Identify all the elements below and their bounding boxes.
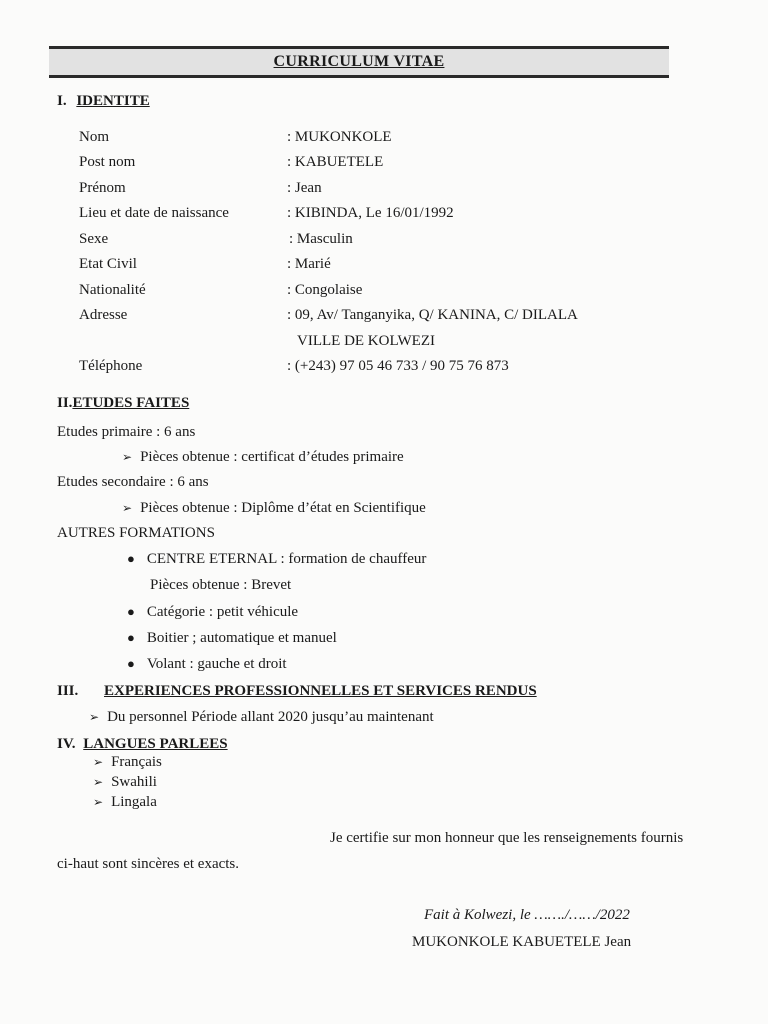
list-item bbox=[122, 499, 426, 517]
other-trainings-heading: AUTRES FORMATIONS bbox=[57, 525, 215, 541]
arrow-bullet-icon: ➢ bbox=[122, 450, 133, 464]
identity-label: Post nom bbox=[79, 154, 136, 170]
list-item bbox=[93, 793, 157, 811]
language-item: Swahili bbox=[111, 774, 157, 790]
section-title: LANGUES PARLEES bbox=[83, 736, 228, 752]
section-title: IDENTITE bbox=[76, 93, 150, 109]
list-item bbox=[127, 655, 287, 673]
identity-value: : Masculin bbox=[289, 231, 353, 247]
section-title: ETUDES FAITES bbox=[72, 395, 190, 411]
language-item: Lingala bbox=[111, 794, 157, 810]
section-experience-heading: EXPERIENCES PROFESSIONNELLES ET SERVICES RENDUS bbox=[104, 683, 537, 699]
identity-label: Nom bbox=[79, 129, 109, 145]
secondary-studies: Etudes secondaire : 6 ans bbox=[57, 474, 209, 490]
signatory-name: MUKONKOLE KABUETELE Jean bbox=[412, 934, 632, 950]
list-item bbox=[122, 448, 404, 466]
list-item bbox=[127, 550, 426, 568]
section-langues-heading bbox=[57, 735, 228, 753]
list-item-text: CENTRE ETERNAL : formation de chauffeur bbox=[146, 551, 427, 567]
arrow-bullet-icon: ➢ bbox=[93, 755, 104, 769]
identity-value: : MUKONKOLE bbox=[287, 129, 392, 145]
section-number: IV. bbox=[57, 736, 76, 752]
certification-line-2: ci-haut sont sincères et exacts. bbox=[57, 856, 240, 872]
primary-studies: Etudes primaire : 6 ans bbox=[57, 424, 196, 440]
section-identite-heading bbox=[57, 92, 150, 110]
identity-value: : KABUETELE bbox=[287, 154, 384, 170]
identity-label: Lieu et date de naissance bbox=[79, 205, 229, 221]
title-banner bbox=[49, 46, 669, 78]
document-title: CURRICULUM VITAE bbox=[273, 53, 445, 70]
arrow-bullet-icon: ➢ bbox=[93, 775, 104, 789]
identity-label: Prénom bbox=[79, 180, 126, 196]
list-item-text: Du personnel Période allant 2020 jusqu’au maintenant bbox=[107, 709, 434, 725]
section-experience-number: III. bbox=[57, 683, 79, 699]
certification-line-1: Je certifie sur mon honneur que les renseignements fournis bbox=[330, 830, 684, 846]
list-item-text: Pièces obtenue : certificat d’études primaire bbox=[140, 449, 404, 465]
identity-value: : (+243) 97 05 46 733 / 90 75 76 873 bbox=[287, 358, 509, 374]
list-item-text: Volant : gauche et droit bbox=[146, 656, 287, 672]
identity-label: Nationalité bbox=[79, 282, 146, 298]
dot-bullet-icon: ● bbox=[127, 630, 135, 645]
section-number: II. bbox=[57, 395, 73, 411]
identity-value-continuation: VILLE DE KOLWEZI bbox=[297, 333, 436, 349]
list-item-text: Pièces obtenue : Diplôme d’état en Scientifique bbox=[140, 500, 426, 516]
identity-label: Etat Civil bbox=[79, 256, 137, 272]
dot-bullet-icon: ● bbox=[127, 656, 135, 671]
identity-value: : 09, Av/ Tanganyika, Q/ KANINA, C/ DILALA bbox=[287, 307, 578, 323]
identity-value: : KIBINDA, Le 16/01/1992 bbox=[287, 205, 454, 221]
dot-bullet-icon: ● bbox=[127, 551, 135, 566]
list-item bbox=[89, 708, 434, 726]
identity-label: Sexe bbox=[79, 231, 109, 247]
identity-label: Adresse bbox=[79, 307, 128, 323]
identity-value: : Congolaise bbox=[287, 282, 363, 298]
list-item bbox=[93, 773, 157, 791]
arrow-bullet-icon: ➢ bbox=[122, 501, 133, 515]
identity-value: : Jean bbox=[287, 180, 322, 196]
arrow-bullet-icon: ➢ bbox=[93, 795, 104, 809]
identity-label: Téléphone bbox=[79, 358, 143, 374]
list-item-text: Boitier ; automatique et manuel bbox=[146, 630, 337, 646]
list-item-text: Catégorie : petit véhicule bbox=[146, 604, 299, 620]
title-band bbox=[49, 49, 669, 78]
dot-bullet-icon: ● bbox=[127, 604, 135, 619]
place-date: Fait à Kolwezi, le ……./……/2022 bbox=[424, 907, 630, 923]
identity-value: : Marié bbox=[287, 256, 331, 272]
section-number: I. bbox=[57, 93, 67, 109]
list-item bbox=[127, 603, 298, 621]
list-item-subline: Pièces obtenue : Brevet bbox=[150, 577, 292, 593]
section-etudes-heading bbox=[57, 394, 189, 412]
list-item bbox=[93, 753, 162, 771]
language-item: Français bbox=[111, 754, 162, 770]
list-item bbox=[127, 629, 337, 647]
arrow-bullet-icon: ➢ bbox=[89, 710, 100, 724]
